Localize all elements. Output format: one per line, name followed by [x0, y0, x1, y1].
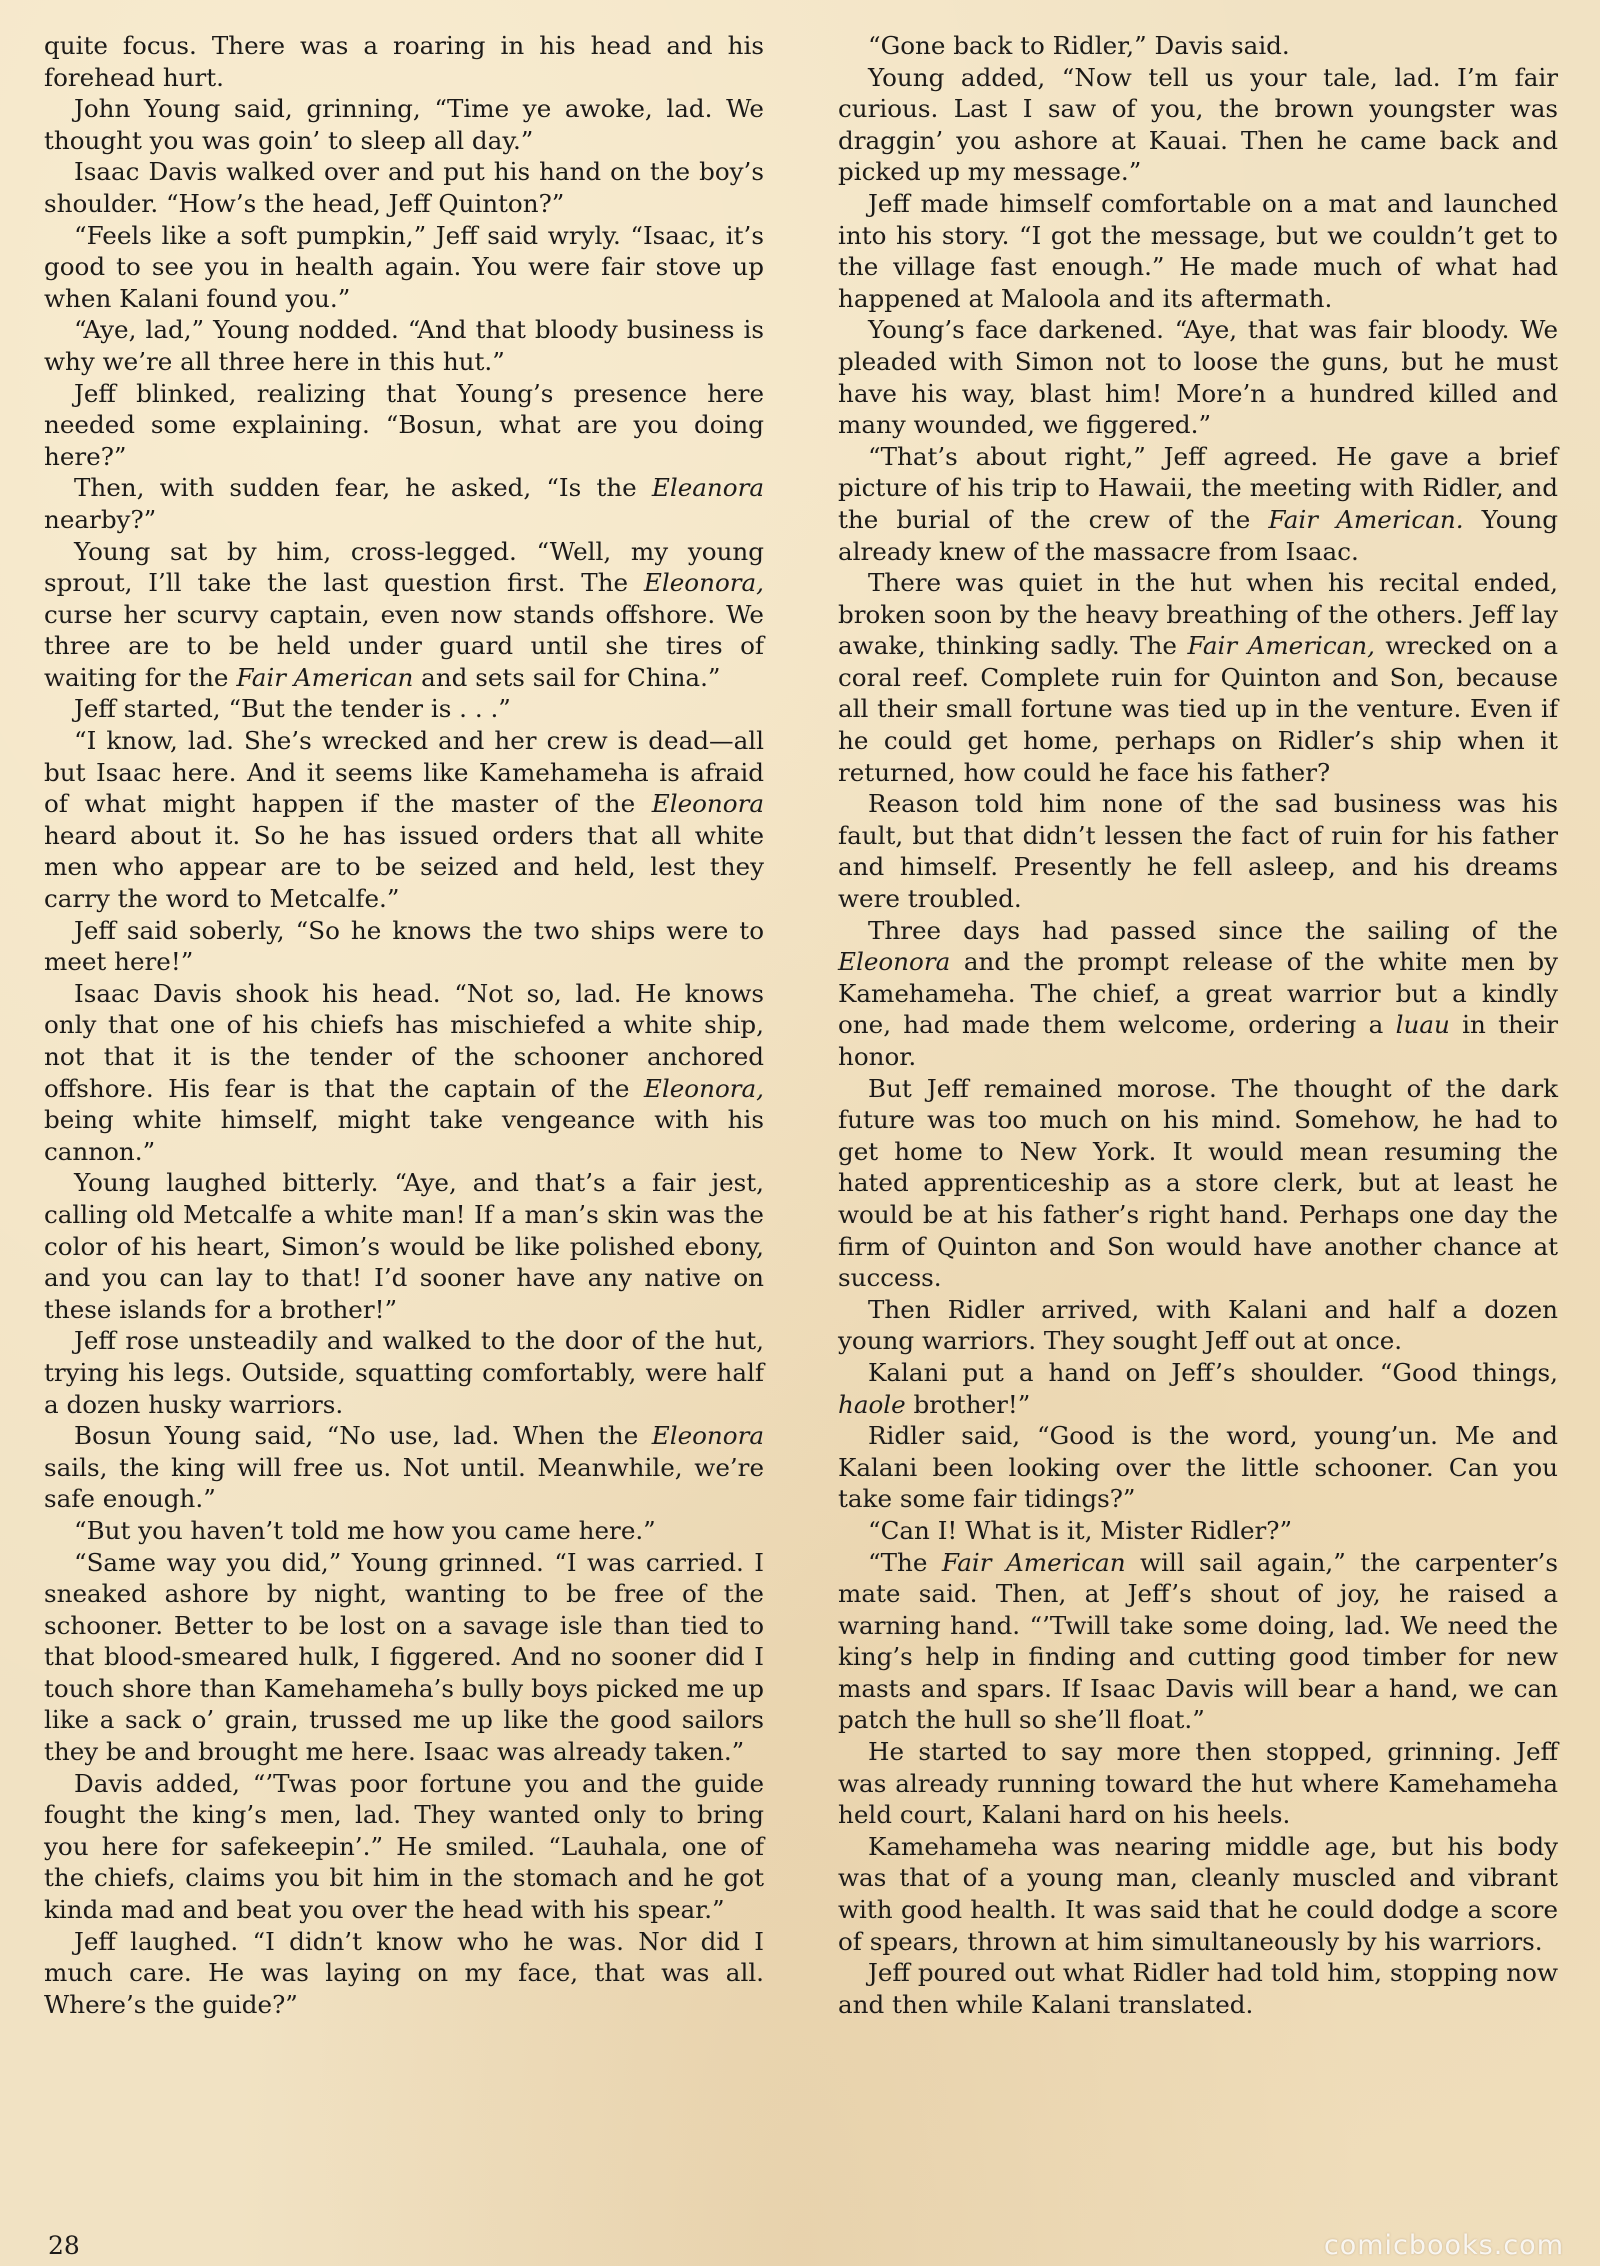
- paragraph: Kalani put a hand on Jeff’s shoulder. “Good things, haole brother!”: [838, 1357, 1558, 1419]
- paragraph: Then Ridler arrived, with Kalani and half a dozen young warriors. They sought Jeff out at once.: [838, 1294, 1558, 1356]
- paragraph: Bosun Young said, “No use, lad. When the Eleonora sails, the king will free us. Not until. Meanwhile, we’re safe enough.”: [44, 1421, 764, 1514]
- paragraph: Jeff poured out what Ridler had told him, stopping now and then while Kalani translated.: [838, 1958, 1558, 2019]
- paragraph: “The Fair American will sail again,” the carpenter’s mate said. Then, at Jeff’s shout of joy, he raised a warning hand. “’Twill take some doing, lad. We need the king’s help in finding and cutting good timber for new masts and spars. If Isaac Davis will bear a hand, we can patch the hull so she’ll float.”: [838, 1547, 1558, 1735]
- paragraph: Jeff said soberly, “So he knows the two ships were to meet here!”: [44, 915, 764, 977]
- paragraph: Kamehameha was nearing middle age, but his body was that of a young man, cleanly muscled and vibrant with good health. It was said that he could dodge a score of spears, thrown at him simultaneously by his warriors.: [838, 1831, 1558, 1956]
- paragraph: Jeff started, “But the tender is . . .”: [74, 694, 511, 724]
- paragraph: Isaac Davis walked over and put his hand on the boy’s shoulder. “How’s the head, Jeff Quinton?”: [44, 157, 764, 218]
- paragraph: Jeff made himself comfortable on a mat and launched into his story. “I got the message, but we couldn’t get to the village fast enough.” He made much of what had happened at Maloola and its aftermath.: [838, 188, 1558, 313]
- paragraph: “But you haven’t told me how you came here.”: [74, 1515, 656, 1545]
- paragraph: Jeff rose unsteadily and walked to the door of the hut, trying his legs. Outside, squatting comfortably, were half a dozen husky warriors.: [44, 1326, 764, 1419]
- page-number: 28: [48, 2231, 80, 2260]
- paragraph: There was quiet in the hut when his recital ended, broken soon by the heavy breathing of the others. Jeff lay awake, thinking sadly. The Fair American, wrecked on a coral reef. Complete ruin for Quinton and Son, because all their small fortune was tied up in the venture. Even if he could get home, perhaps on Ridler’s ship when it returned, how could he face his father?: [838, 568, 1558, 787]
- paragraph: “Aye, lad,” Young nodded. “And that bloody business is why we’re all three here in this hut.”: [44, 315, 764, 376]
- paragraph: Jeff blinked, realizing that Young’s presence here needed some explaining. “Bosun, what are you doing here?”: [44, 378, 764, 471]
- paragraph: Young added, “Now tell us your tale, lad. I’m fair curious. Last I saw of you, the brown youngster was draggin’ you ashore at Kauai. Then he came back and picked up my message.”: [838, 62, 1558, 187]
- site-watermark: comicbooks.com: [1323, 2230, 1564, 2261]
- paragraph: “Feels like a soft pumpkin,” Jeff said wryly. “Isaac, it’s good to see you in health again. You were fair stove up when Kalani found you.”: [44, 220, 764, 313]
- paragraph: Ridler said, “Good is the word, young’un. Me and Kalani been looking over the little schooner. Can you take some fair tidings?”: [838, 1421, 1558, 1514]
- right-text-column: [838, 30, 1558, 2020]
- left-text-column: [44, 30, 764, 2020]
- paragraph: “That’s about right,” Jeff agreed. He gave a brief picture of his trip to Hawaii, the meeting with Ridler, and the burial of the crew of the Fair American. Young already knew of the massacre from Isaac.: [838, 441, 1558, 566]
- paragraph: “Can I! What is it, Mister Ridler?”: [868, 1515, 1293, 1545]
- paragraph: Then, with sudden fear, he asked, “Is the Eleanora nearby?”: [44, 473, 764, 534]
- paragraph: Davis added, “’Twas poor fortune you and the guide fought the king’s men, lad. They wanted only to bring you here for safekeepin’.” He smiled. “Lauhala, one of the chiefs, claims you bit him in the stomach and he got kinda mad and beat you over the head with his spear.”: [44, 1768, 764, 1925]
- paragraph: “Gone back to Ridler,” Davis said.: [868, 31, 1290, 60]
- paragraph: John Young said, grinning, “Time ye awoke, lad. We thought you was goin’ to sleep all day.”: [44, 94, 764, 155]
- paragraph: Young sat by him, cross-legged. “Well, my young sprout, I’ll take the last question first. The Eleonora, curse her scurvy captain, even now stands offshore. We three are to be held under guard until she tires of waiting for the Fair American and sets sail for China.”: [44, 536, 764, 692]
- paragraph: Three days had passed since the sailing of the Eleonora and the prompt release of the white men by Kamehameha. The chief, a great warrior but a kindly one, had made them welcome, ordering a luau in their honor.: [838, 915, 1558, 1071]
- paragraph: “I know, lad. She’s wrecked and her crew is dead—all but Isaac here. And it seems like Kamehameha is afraid of what might happen if the master of the Eleonora heard about it. So he has issued orders that all white men who appear are to be seized and held, lest they carry the word to Metcalfe.”: [44, 726, 764, 914]
- paragraph: Jeff laughed. “I didn’t know who he was. Nor did I much care. He was laying on my face, that was all. Where’s the guide?”: [44, 1926, 764, 2019]
- paragraph: But Jeff remained morose. The thought of the dark future was too much on his mind. Somehow, he had to get home to New York. It would mean resuming the hated apprenticeship as a store clerk, but at least he would be at his father’s right hand. Perhaps one day the firm of Quinton and Son would have another chance at success.: [838, 1073, 1558, 1293]
- paragraph: “Same way you did,” Young grinned. “I was carried. I sneaked ashore by night, wanting to be free of the schooner. Better to be lost on a savage isle than tied to that blood-smeared hulk, I figgered. And no sooner did I touch shore than Kamehameha’s bully boys picked me up like a sack o’ grain, trussed me up like the good sailors they be and brought me here. Isaac was already taken.”: [44, 1547, 764, 1767]
- paragraph: Reason told him none of the sad business was his fault, but that didn’t lessen the fact of ruin for his father and himself. Presently he fell asleep, and his dreams were troubled.: [838, 789, 1558, 914]
- paragraph: Young laughed bitterly. “Aye, and that’s a fair jest, calling old Metcalfe a white man! If a man’s skin was the color of his heart, Simon’s would be like polished ebony, and you can lay to that! I’d sooner have any native on these islands for a brother!”: [44, 1168, 764, 1324]
- paragraph: Young’s face darkened. “Aye, that was fair bloody. We pleaded with Simon not to loose the guns, but he must have his way, blast him! More’n a hundred killed and many wounded, we figgered.”: [838, 315, 1558, 440]
- paragraph: He started to say more then stopped, grinning. Jeff was already running toward the hut where Kamehameha held court, Kalani hard on his heels.: [838, 1737, 1558, 1830]
- paragraph: quite focus. There was a roaring in his head and his forehead hurt.: [44, 31, 764, 92]
- paragraph: Isaac Davis shook his head. “Not so, lad. He knows only that one of his chiefs has mischiefed a white ship, not that it is the tender of the schooner anchored offshore. His fear is that the captain of the Eleonora, being white himself, might take vengeance with his cannon.”: [44, 978, 764, 1166]
